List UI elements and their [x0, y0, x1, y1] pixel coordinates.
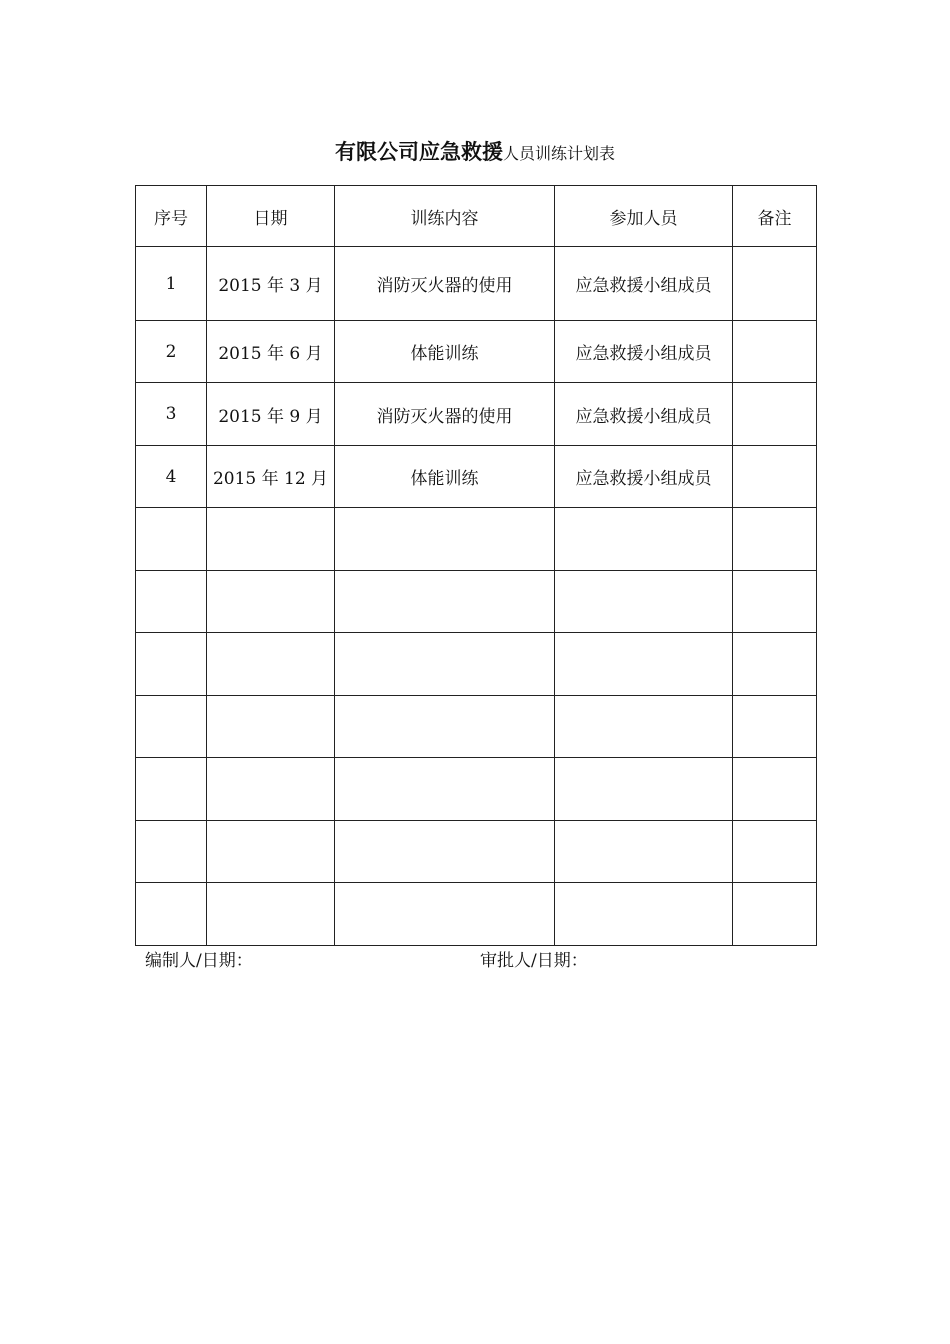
cell-participants	[555, 696, 733, 758]
table-row	[136, 883, 817, 946]
approved-by-label: 审批人/日期：	[480, 951, 588, 971]
cell-remarks	[733, 446, 817, 508]
training-plan-table	[135, 185, 817, 946]
cell-content	[335, 571, 555, 633]
cell-remarks	[733, 758, 817, 821]
cell-index	[136, 883, 207, 946]
cell-index	[136, 508, 207, 571]
cell-content	[335, 758, 555, 821]
table-row	[136, 696, 817, 758]
cell-remarks	[733, 883, 817, 946]
cell-content: 消防灭火器的使用	[335, 247, 555, 321]
cell-participants	[555, 883, 733, 946]
cell-participants: 应急救援小组成员	[555, 383, 733, 446]
table-row	[136, 758, 817, 821]
cell-content: 体能训练	[335, 321, 555, 383]
cell-remarks	[733, 696, 817, 758]
cell-content	[335, 508, 555, 571]
cell-content: 体能训练	[335, 446, 555, 508]
title-sub: 人员训练计划表	[502, 144, 615, 163]
cell-date: 2015 年 3 月	[207, 247, 335, 321]
cell-date: 2015 年 9 月	[207, 383, 335, 446]
header-remarks: 备注	[733, 186, 817, 247]
cell-remarks	[733, 571, 817, 633]
header-date: 日期	[207, 186, 335, 247]
cell-index: 3	[136, 383, 207, 446]
cell-index	[136, 696, 207, 758]
cell-participants: 应急救援小组成员	[555, 247, 733, 321]
cell-index	[136, 633, 207, 696]
header-content: 训练内容	[335, 186, 555, 247]
cell-index: 4	[136, 446, 207, 508]
cell-date	[207, 571, 335, 633]
cell-index: 2	[136, 321, 207, 383]
cell-content	[335, 696, 555, 758]
cell-index	[136, 821, 207, 883]
header-index: 序号	[136, 186, 207, 247]
cell-index: 1	[136, 247, 207, 321]
cell-date	[207, 508, 335, 571]
cell-participants	[555, 571, 733, 633]
table-row	[136, 383, 817, 446]
cell-date	[207, 883, 335, 946]
table-row	[136, 508, 817, 571]
table-header-row	[136, 186, 817, 247]
cell-remarks	[733, 383, 817, 446]
cell-index	[136, 758, 207, 821]
title-main: 有限公司应急救援	[334, 140, 503, 164]
cell-remarks	[733, 508, 817, 571]
table-row	[136, 247, 817, 321]
table-row	[136, 821, 817, 883]
cell-index	[136, 571, 207, 633]
cell-date: 2015 年 6 月	[207, 321, 335, 383]
cell-remarks	[733, 821, 817, 883]
cell-date	[207, 696, 335, 758]
cell-participants	[555, 758, 733, 821]
cell-remarks	[733, 247, 817, 321]
cell-date: 2015 年 12 月	[207, 446, 335, 508]
cell-content	[335, 633, 555, 696]
cell-remarks	[733, 321, 817, 383]
cell-participants	[555, 633, 733, 696]
cell-content	[335, 883, 555, 946]
table-row	[136, 633, 817, 696]
cell-participants	[555, 821, 733, 883]
cell-participants: 应急救援小组成员	[555, 446, 733, 508]
cell-date	[207, 758, 335, 821]
header-participants: 参加人员	[555, 186, 733, 247]
cell-content: 消防灭火器的使用	[335, 383, 555, 446]
table-row	[136, 321, 817, 383]
cell-content	[335, 821, 555, 883]
cell-remarks	[733, 633, 817, 696]
prepared-by-label: 编制人/日期：	[145, 951, 253, 971]
cell-date	[207, 633, 335, 696]
cell-participants	[555, 508, 733, 571]
table-row	[136, 446, 817, 508]
cell-date	[207, 821, 335, 883]
document-title	[0, 136, 950, 166]
cell-participants: 应急救援小组成员	[555, 321, 733, 383]
table-row	[136, 571, 817, 633]
